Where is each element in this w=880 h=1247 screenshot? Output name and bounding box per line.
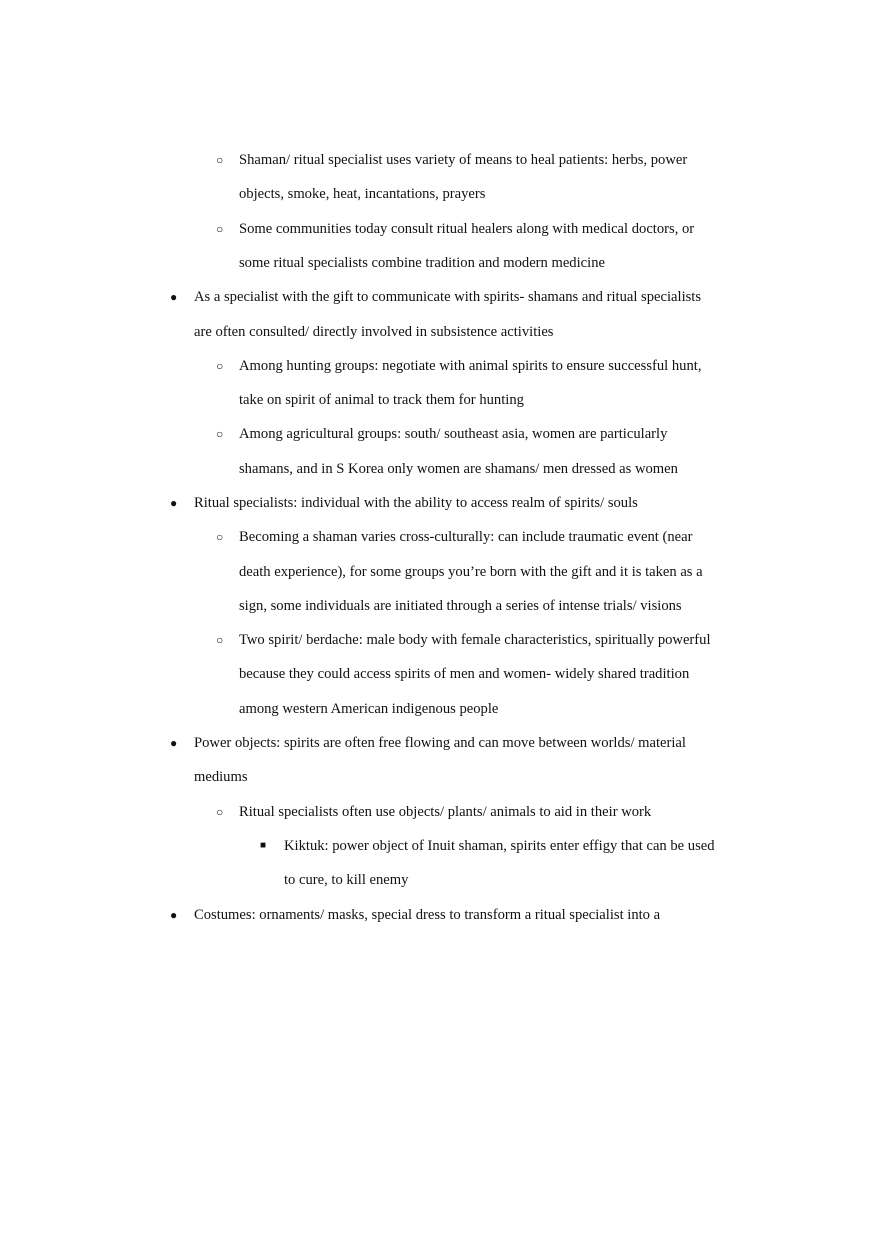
list-item-text-line: Becoming a shaman varies cross-culturally: can include traumatic event (near — [239, 529, 693, 545]
list-item-text-line: Some communities today consult ritual healers along with medical doctors, or — [239, 221, 695, 237]
list-item-text-line: to cure, to kill enemy — [284, 872, 409, 888]
list-item-text-line: mediums — [194, 769, 248, 785]
list-item-text-line: some ritual specialists combine tradition and modern medicine — [239, 255, 605, 271]
list-item-text-line: Shaman/ ritual specialist uses variety of means to heal patients: herbs, power — [239, 152, 688, 168]
bullet-hollow-icon: ○ — [216, 633, 224, 647]
bullet-filled-icon: ● — [170, 496, 178, 510]
list-item-text-line: Kiktuk: power object of Inuit shaman, spirits enter effigy that can be used — [284, 838, 715, 854]
list-item-text-line: sign, some individuals are initiated through a series of intense trials/ visions — [239, 598, 682, 614]
bullet-hollow-icon: ○ — [216, 530, 224, 544]
list-item-text-line: because they could access spirits of men and women- widely shared tradition — [239, 666, 690, 682]
bullet-filled-icon: ● — [170, 736, 178, 750]
list-item-text-line: among western American indigenous people — [239, 701, 499, 717]
list-item-text-line: Ritual specialists: individual with the ability to access realm of spirits/ souls — [194, 495, 638, 511]
bullet-hollow-icon: ○ — [216, 427, 224, 441]
bullet-hollow-icon: ○ — [216, 222, 224, 236]
bullet-square-icon: ■ — [260, 840, 267, 851]
bullet-filled-icon: ● — [170, 290, 178, 304]
list-item-text-line: objects, smoke, heat, incantations, prayers — [239, 186, 486, 202]
list-item-text-line: Costumes: ornaments/ masks, special dress to transform a ritual specialist into a — [194, 907, 661, 923]
bullet-hollow-icon: ○ — [216, 359, 224, 373]
list-item-text-line: As a specialist with the gift to communicate with spirits- shamans and ritual specialists — [194, 289, 702, 305]
bullet-hollow-icon: ○ — [216, 805, 224, 819]
list-item-text-line: Among agricultural groups: south/ southeast asia, women are particularly — [239, 426, 668, 442]
list-item-text-line: Among hunting groups: negotiate with animal spirits to ensure successful hunt, — [239, 358, 702, 374]
list-item-text-line: Two spirit/ berdache: male body with female characteristics, spiritually powerful — [239, 632, 711, 648]
bullet-hollow-icon: ○ — [216, 153, 224, 167]
list-item-text-line: Ritual specialists often use objects/ plants/ animals to aid in their work — [239, 804, 652, 820]
bullet-filled-icon: ● — [170, 908, 178, 922]
list-item-text-line: shamans, and in S Korea only women are shamans/ men dressed as women — [239, 461, 678, 477]
list-item-text-line: take on spirit of animal to track them for hunting — [239, 392, 524, 408]
list-item-text-line: are often consulted/ directly involved in subsistence activities — [194, 324, 554, 340]
list-item-text-line: death experience), for some groups you’re born with the gift and it is taken as a — [239, 564, 703, 580]
list-item-text-line: Power objects: spirits are often free flowing and can move between worlds/ material — [194, 735, 686, 751]
